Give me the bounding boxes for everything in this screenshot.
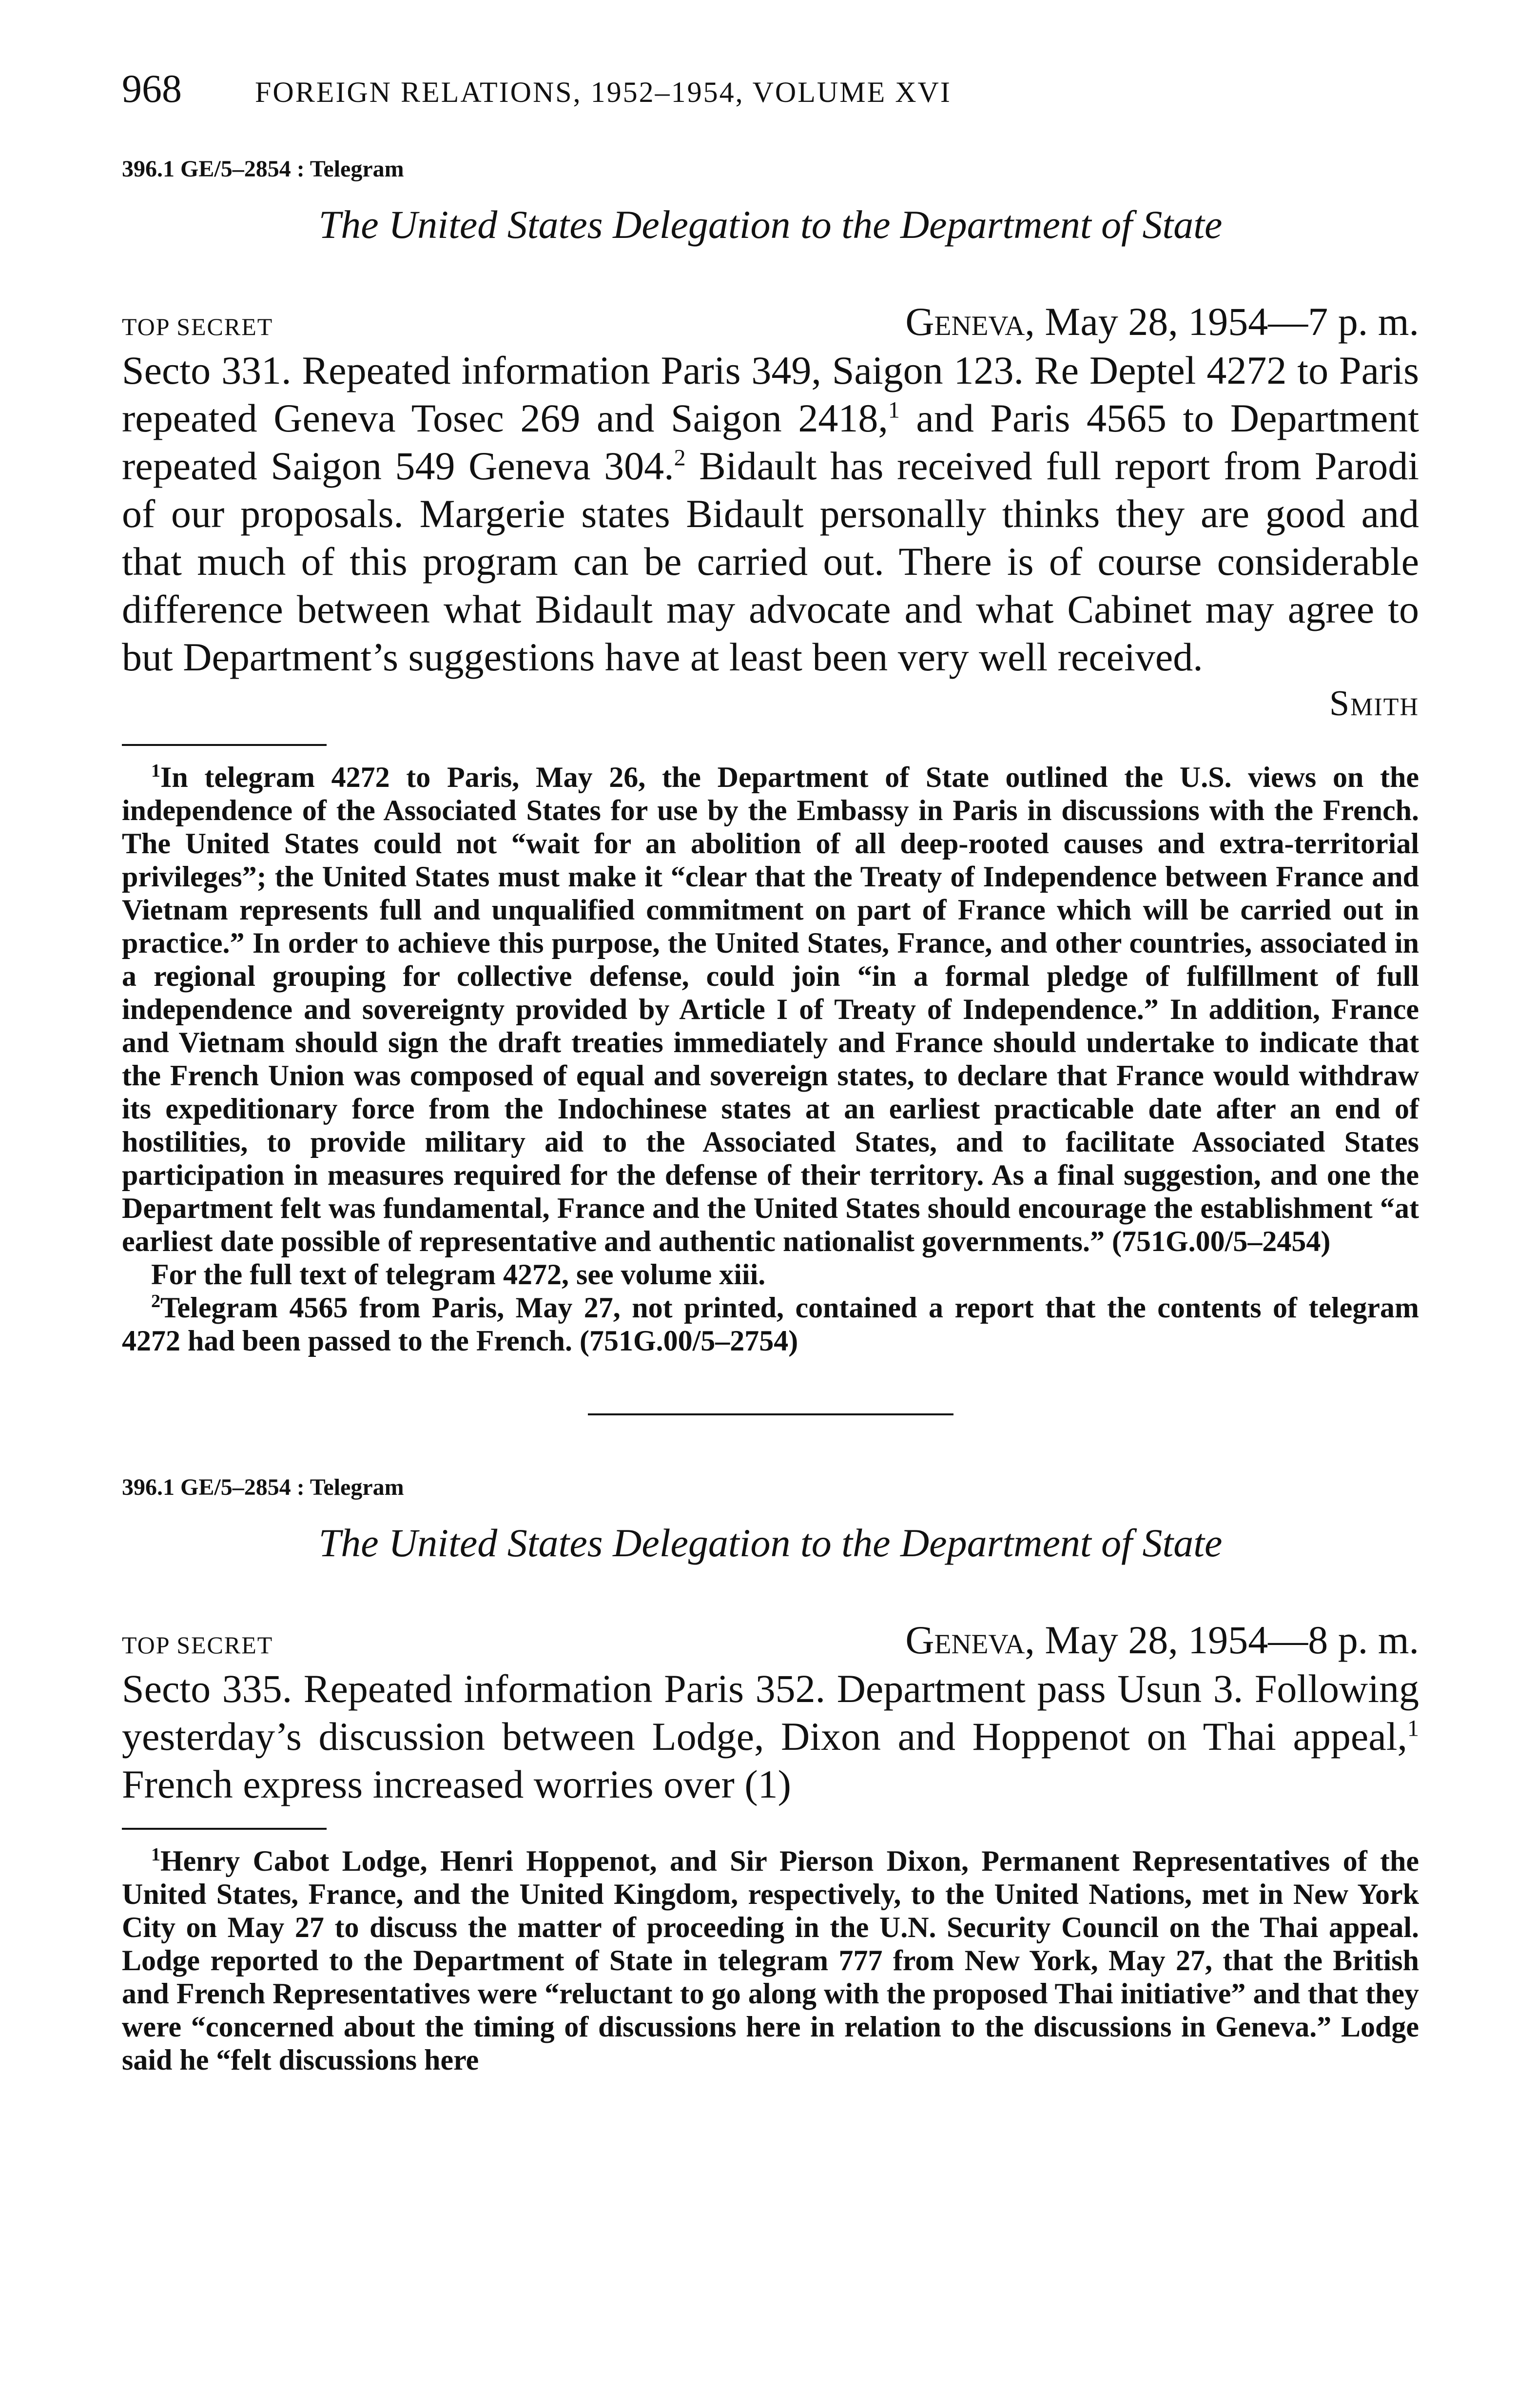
running-title: FOREIGN RELATIONS, 1952–1954, VOLUME XVI [255, 76, 952, 108]
footnote-number: 2 [151, 1291, 160, 1312]
place: Geneva, [905, 299, 1035, 344]
footnote-text: In telegram 4272 to Paris, May 26, the Department of State outlined the U.S. views on the independence of the Associated States for use by the Embassy in Paris in discussions with the French. The United States could not “wait for an abolition of all deep-rooted causes and extra-territorial privileges”; the United States must make it “clear that the Treaty of Independence between France and Vietnam represents full and unqualified commitment on part of France which will be carried out in practice.” In order to achieve this purpose, the United States, France, and other countries, associated in a regional grouping for collective defense, could join “in a formal pledge of fulfillment of full independence and sovereignty provided by Article I of Treaty of Independence.” In addition, France and Vietnam should sign the draft treaties immediately and France should undertake to indicate that the French Union was composed of equal and sovereign states, to declare that France would withdraw its expeditionary force from the Indochinese states at an earliest practicable date after an end of hostilities, to provide military aid to the Associated States, and to facilitate Associated States participation in measures required for the defense of their territory. As a final suggestion, and one the Department felt was fundamental, France and the United States should encourage the establishment “at earliest date possible of representative and authentic nationalist governments.” (751G.00/5–2454) [122, 761, 1419, 1257]
body-text-part: and Paris 4565 to Department repeated Saigon 549 Geneva 304. [122, 396, 1419, 488]
body-text-part: Secto 335. Repeated information Paris 352. Department pass Usun 3. Following yesterday’s discussion between Lodge, Dixon and Hoppenot on Thai appeal, [122, 1666, 1419, 1759]
document-title: The United States Delegation to the Department of State [318, 202, 1223, 247]
dateline [122, 1617, 1419, 1663]
telegram-body [122, 1665, 1419, 1808]
signature: Smith [1329, 684, 1419, 724]
classification-marking: TOP SECRET [122, 1631, 273, 1659]
footnote-2 [122, 1291, 1419, 1357]
footnote-number: 1 [151, 1844, 160, 1865]
telegram-body [122, 347, 1419, 681]
body-text-part: Secto 331. Repeated information Paris 349, Saigon 123. Re Deptel 4272 to Paris repeated Geneva Tosec 269 and Saigon 2418, [122, 348, 1419, 440]
footnote-divider [122, 1828, 327, 1830]
footnote-divider [122, 744, 327, 746]
footnote-text: Telegram 4565 from Paris, May 27, not printed, contained a report that the contents of telegram 4272 had been passed to the French. (751G.00/5–2754) [122, 1292, 1419, 1357]
section-divider [588, 1413, 953, 1415]
file-reference: 396.1 GE/5–2854 : Telegram [122, 156, 404, 182]
file-reference: 396.1 GE/5–2854 : Telegram [122, 1474, 404, 1500]
footnote-text: Henry Cabot Lodge, Henri Hoppenot, and Sir Pierson Dixon, Permanent Representatives of the United States, France, and the United Kingdom, respectively, to the United Nations, met in New York City on May 27 to discuss the matter of proceeding in the U.N. Security Council on the Thai appeal. Lodge reported to the Department of State in telegram 777 from New York, May 27, that the British and French Representatives were “reluctant to go along with the proposed Thai initiative” and that they were “concerned about the timing of discussions here in relation to the discussions in Geneva.” Lodge said he “felt discussions here [122, 1845, 1419, 2076]
date: May 28, 1954—8 p. m. [1034, 1618, 1419, 1662]
footnote-reference: 1 [888, 397, 900, 423]
date: May 28, 1954—7 p. m. [1034, 299, 1419, 344]
place-and-date [905, 299, 1419, 345]
body-text-part: French express increased worries over (1) [122, 1762, 791, 1806]
footnote-1 [122, 1844, 1419, 2076]
place: Geneva, [905, 1618, 1035, 1662]
footnote-1-continued: For the full text of telegram 4272, see volume xiii. [151, 1258, 766, 1291]
footnote-1 [122, 761, 1419, 1258]
body-text-part: Bidault has received full report from Parodi of our proposals. Margerie states Bidault personally thinks they are good and that much of this program can be carried out. There is of course considerable difference between what Bidault may advocate and what Cabinet may agree to but Department’s suggestions have at least been very well received. [122, 444, 1419, 679]
running-header [122, 66, 1419, 112]
footnote-reference: 2 [674, 445, 686, 471]
document-entry-2 [122, 1474, 1419, 2076]
document-entry-1 [122, 156, 1419, 1357]
dateline [122, 299, 1419, 345]
page-number: 968 [122, 66, 182, 111]
document-title: The United States Delegation to the Department of State [318, 1521, 1223, 1565]
classification-marking: TOP SECRET [122, 313, 273, 340]
footnote-number: 1 [151, 761, 160, 781]
footnote-reference: 1 [1407, 1715, 1419, 1742]
place-and-date [905, 1617, 1419, 1663]
